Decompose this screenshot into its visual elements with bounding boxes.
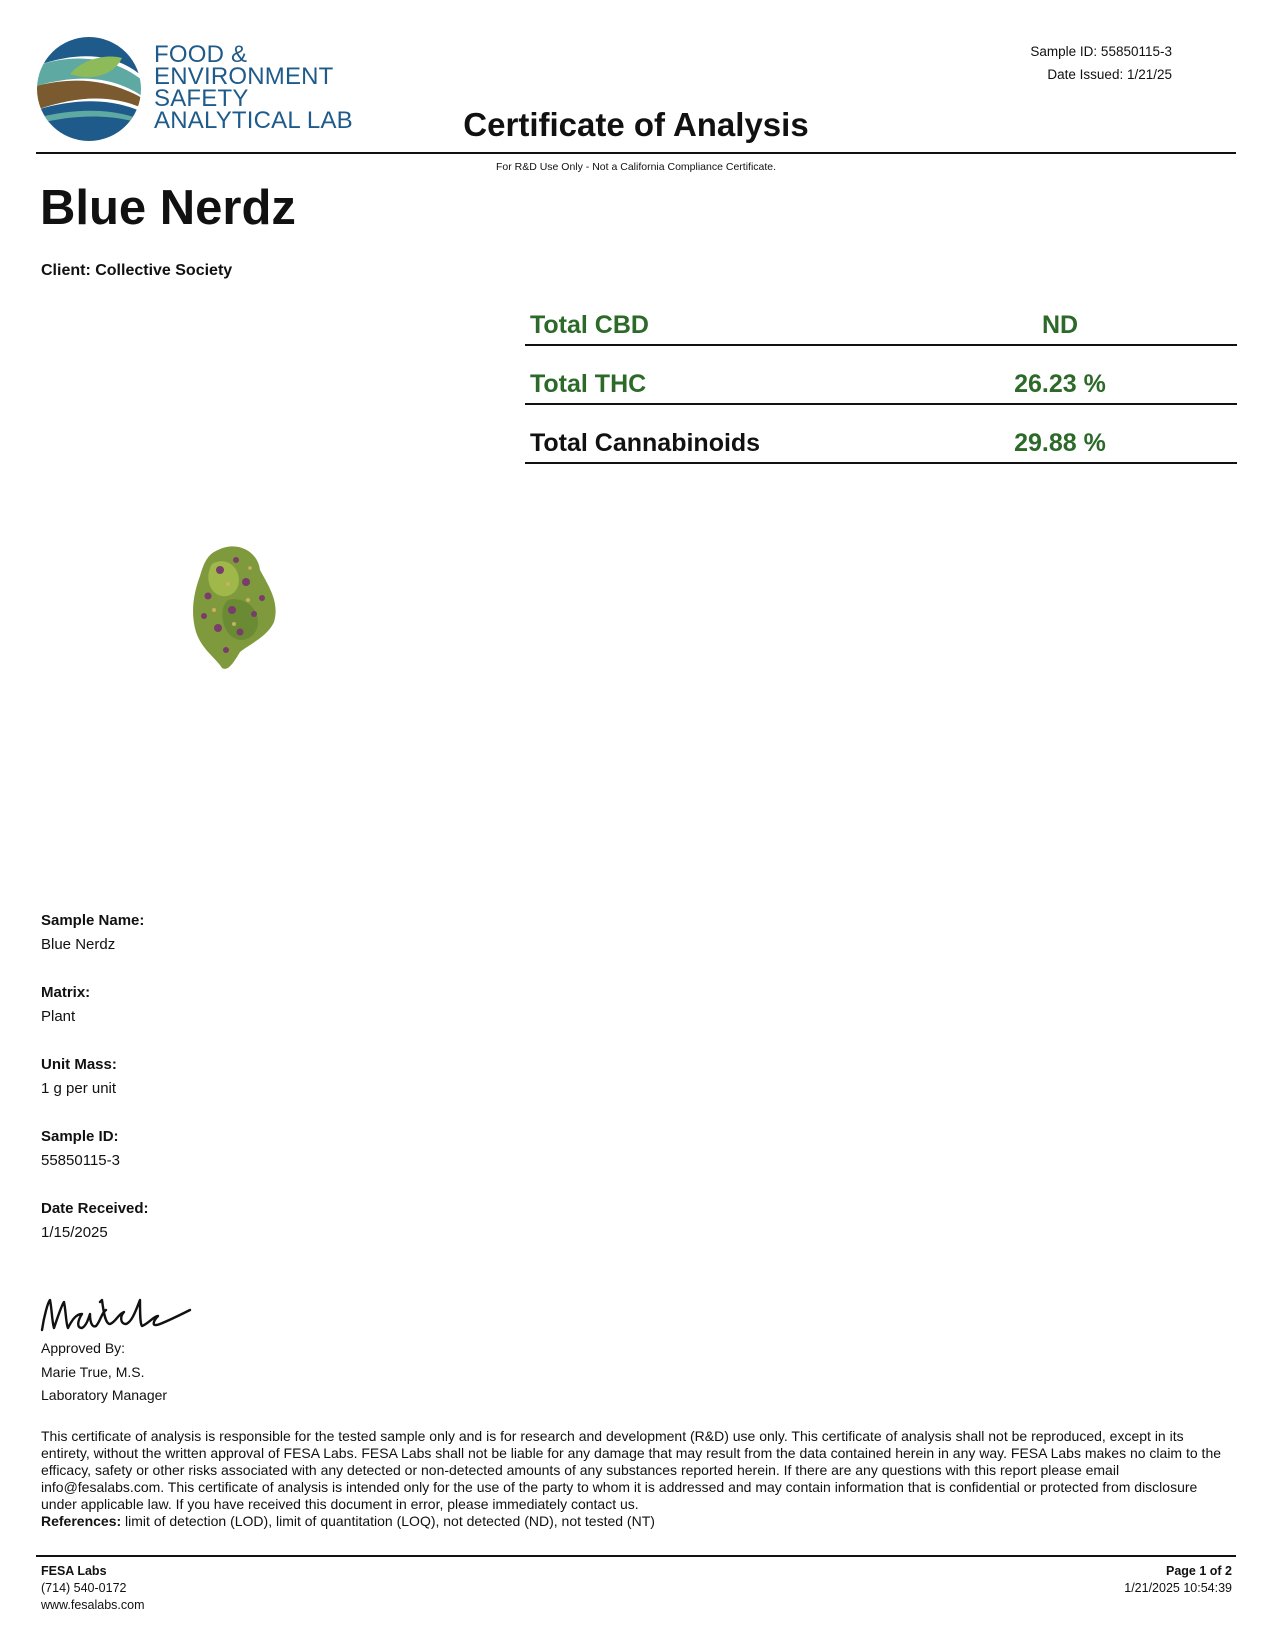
- disclaimer-text: This certificate of analysis is responsible for the tested sample only and is for research and development (R&D) use only. This certificate of analysis shall not be reproduced, except in its entirety, without the written approval of FESA Labs. FESA Labs shall not be liable for any damage that may result from the data contained herein in any way. FESA Labs makes no claim to the efficacy, safety or other risks associated with any detected or non-detected amounts of any substances reported herein. If there are any questions with this report please email info@fesalabs.com. This certificate of analysis is intended only for the use of the party to whom it is addressed and may contain information that is confidential or protected from disclosure under applicable law. If you have received this document in error, please immediately contact us.: [41, 1428, 1222, 1512]
- summary-row-total-cbd: [525, 286, 1237, 346]
- logo-line: SAFETY: [154, 85, 249, 112]
- logo-line: FOOD &: [154, 41, 248, 68]
- references-text: limit of detection (LOD), limit of quantitation (LOQ), not detected (ND), not tested (NT): [121, 1513, 655, 1529]
- unit-mass-label: Unit Mass:: [41, 1056, 117, 1073]
- header-date-issued: Date Issued: 1/21/25: [1047, 67, 1172, 82]
- summary-label: Total CBD: [530, 311, 649, 339]
- approver-name: Marie True, M.S.: [41, 1364, 145, 1380]
- footer-divider: [36, 1555, 1236, 1557]
- date-received-label: Date Received:: [41, 1200, 149, 1217]
- summary-label: Total THC: [530, 370, 647, 398]
- signature-image: [36, 1280, 196, 1338]
- summary-label: Total Cannabinoids: [530, 429, 761, 457]
- footer-website: www.fesalabs.com: [41, 1598, 145, 1612]
- sample-id-value: 55850115-3: [41, 1152, 120, 1169]
- footer-company: FESA Labs: [41, 1564, 107, 1578]
- footer-timestamp: 1/21/2025 10:54:39: [1124, 1581, 1232, 1595]
- footer-phone: (714) 540-0172: [41, 1581, 127, 1595]
- header-divider: [36, 152, 1236, 154]
- footer-page-number: Page 1 of 2: [1166, 1564, 1232, 1578]
- summary-value: 29.88 %: [1014, 429, 1106, 457]
- approver-role: Laboratory Manager: [41, 1387, 168, 1403]
- logo-line: ANALYTICAL LAB: [154, 107, 353, 134]
- matrix-label: Matrix:: [41, 984, 91, 1001]
- sample-id-label: Sample ID:: [41, 1128, 119, 1145]
- footer-page-info: [1124, 1563, 1232, 1597]
- approved-by-label: Approved By:: [41, 1340, 126, 1356]
- summary-row-total-cannabinoids: [525, 404, 1237, 464]
- footer-contact: [41, 1563, 145, 1614]
- sample-name-label: Sample Name:: [41, 912, 145, 929]
- references-label: References:: [41, 1513, 122, 1529]
- header-meta: [1030, 40, 1172, 86]
- matrix-value: Plant: [41, 1008, 76, 1025]
- header-sample-id: Sample ID: 55850115-3: [1030, 44, 1172, 59]
- references-line: [41, 1513, 655, 1529]
- client-name: Client: Collective Society: [41, 262, 233, 279]
- summary-row-total-thc: [525, 345, 1237, 405]
- logo-line: ENVIRONMENT: [154, 63, 334, 90]
- sample-name-value: Blue Nerdz: [41, 936, 116, 953]
- summary-value: ND: [1041, 311, 1079, 339]
- date-received-value: 1/15/2025: [41, 1224, 108, 1241]
- strain-name: Blue Nerdz: [40, 181, 296, 235]
- rd-use-note: For R&D Use Only - Not a California Compliance Certificate.: [495, 161, 777, 173]
- summary-value: 26.23 %: [1014, 370, 1106, 398]
- sample-photo: [188, 540, 288, 680]
- unit-mass-value: 1 g per unit: [41, 1080, 117, 1097]
- document-title: Certificate of Analysis: [463, 106, 809, 143]
